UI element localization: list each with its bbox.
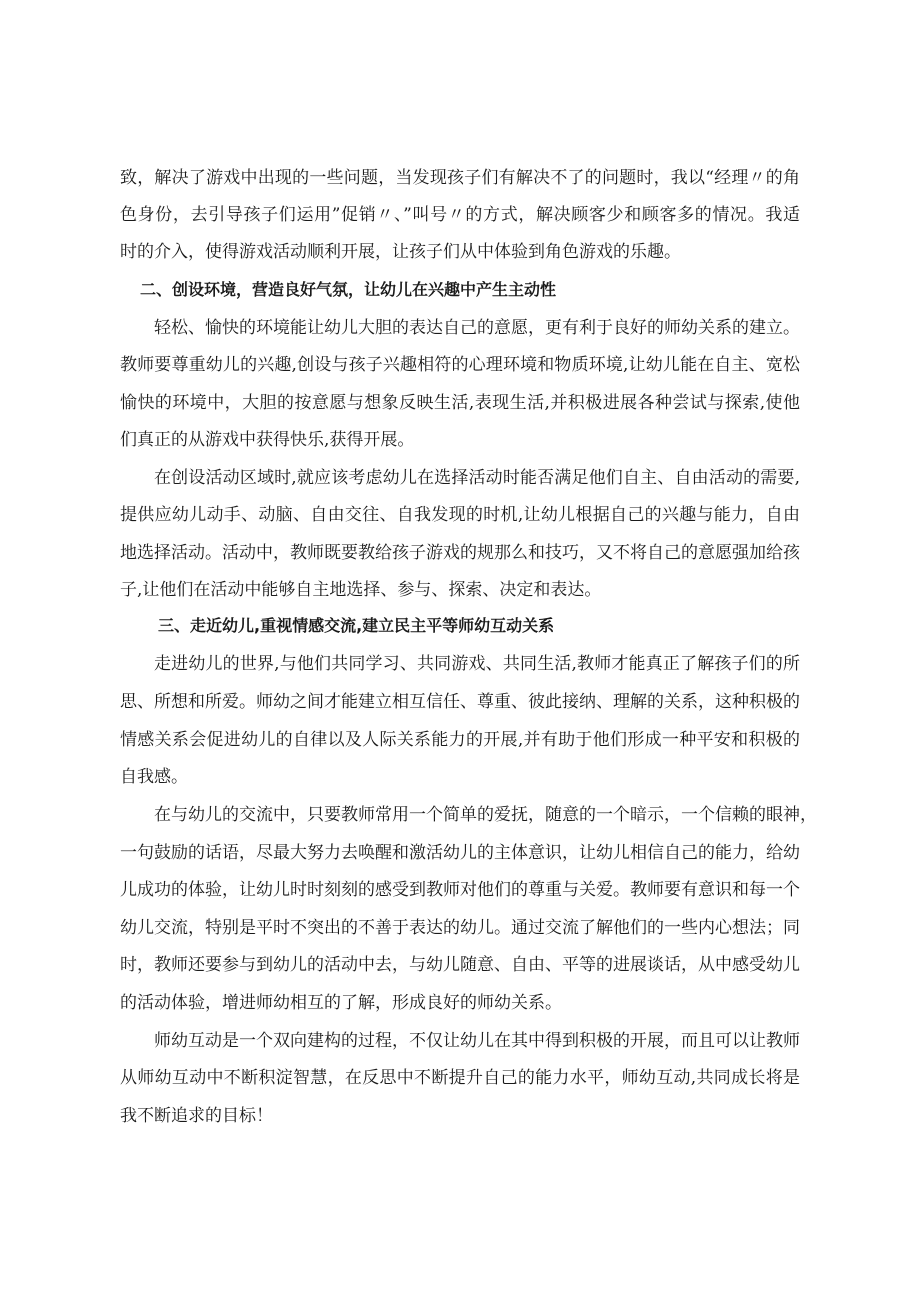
paragraph-1-line-2: 色身份，去引导孩子们运用”促销〃、”叫号〃的方式，解决顾客少和顾客多的情况。我适	[120, 205, 800, 225]
paragraph-5-line-3: 儿成功的体验，让幼儿时时刻刻的感受到教师对他们的尊重与关爱。教师要有意识和每一个	[120, 880, 800, 900]
paragraph-4-line-2: 思、所想和所爱。师幼之间才能建立相互信任、尊重、彼此接纳、理解的关系，这种积极的	[120, 692, 800, 712]
paragraph-3-line-3: 地选择活动。活动中，教师既要教给孩子游戏的规那么和技巧，又不将自己的意愿强加给孩	[120, 543, 800, 563]
paragraph-4-line-3: 情感关系会促进幼儿的自律以及人际关系能力的开展,并有助于他们形成一种平安和积极的	[120, 730, 800, 750]
section-heading-2: 二、创设环境，营造良好气氛，让幼儿在兴趣中产生主动性	[140, 280, 557, 299]
paragraph-3-line-1: 在创设活动区域时,就应该考虑幼儿在选择活动时能否满足他们自主、自由活动的需要,	[154, 468, 800, 488]
paragraph-5-line-5: 时，教师还要参与到幼儿的活动中去，与幼儿随意、自由、平等的进展谈话，从中感受幼儿	[120, 955, 800, 975]
paragraph-3-line-2: 提供应幼儿动手、动脑、自由交往、自我发现的时机,让幼儿根据自己的兴趣与能力，自由	[120, 505, 800, 525]
paragraph-6-line-3: 我不断追求的目标！	[120, 1106, 273, 1126]
paragraph-1-line-3: 时的介入，使得游戏活动顺利开展，让孩子们从中体验到角色游戏的乐趣。	[120, 242, 681, 262]
paragraph-6-line-2: 从师幼互动中不断积淀智慧，在反思中不断提升自己的能力水平，师幼互动,共同成长将是	[120, 1068, 800, 1088]
paragraph-3-line-4: 子,让他们在活动中能够自主地选择、参与、探索、决定和表达。	[120, 580, 602, 600]
paragraph-2-line-1: 轻松、愉快的环境能让幼儿大胆的表达自己的意愿，更有利于良好的师幼关系的建立。	[154, 318, 800, 338]
paragraph-5-line-2: 一句鼓励的话语，尽最大努力去唤醒和激活幼儿的主体意识，让幼儿相信自己的能力，给幼	[120, 843, 800, 863]
paragraph-5-line-1: 在与幼儿的交流中，只要教师常用一个简单的爱抚，随意的一个暗示，一个信赖的眼神，	[154, 805, 817, 825]
paragraph-6-line-1: 师幼互动是一个双向建构的过程，不仅让幼儿在其中得到积极的开展，而且可以让教师	[154, 1031, 800, 1051]
paragraph-4-line-1: 走进幼儿的世界,与他们共同学习、共同游戏、共同生活,教师才能真正了解孩子们的所	[154, 654, 800, 674]
paragraph-2-line-3: 愉快的环境中，大胆的按意愿与想象反映生活,表现生活,并积极进展各种尝试与探索,使他	[120, 393, 800, 413]
paragraph-4-line-4: 自我感。	[120, 767, 188, 787]
paragraph-1-line-1: 致，解决了游戏中出现的一些问题，当发现孩子们有解决不了的问题时，我以“经理〃的角	[120, 168, 800, 188]
section-heading-3: 三、走近幼儿,重视情感交流,建立民主平等师幼互动关系	[158, 616, 555, 635]
paragraph-5-line-4: 幼儿交流，特别是平时不突出的不善于表达的幼儿。通过交流了解他们的一些内心想法；同	[120, 918, 800, 938]
paragraph-2-line-2: 教师要尊重幼儿的兴趣,创设与孩子兴趣相符的心理环境和物质环境,让幼儿能在自主、宽松	[120, 355, 800, 375]
paragraph-5-line-6: 的活动体验，增进师幼相互的了解，形成良好的师幼关系。	[120, 993, 562, 1013]
paragraph-2-line-4: 们真正的从游戏中获得快乐,获得开展。	[120, 430, 415, 450]
